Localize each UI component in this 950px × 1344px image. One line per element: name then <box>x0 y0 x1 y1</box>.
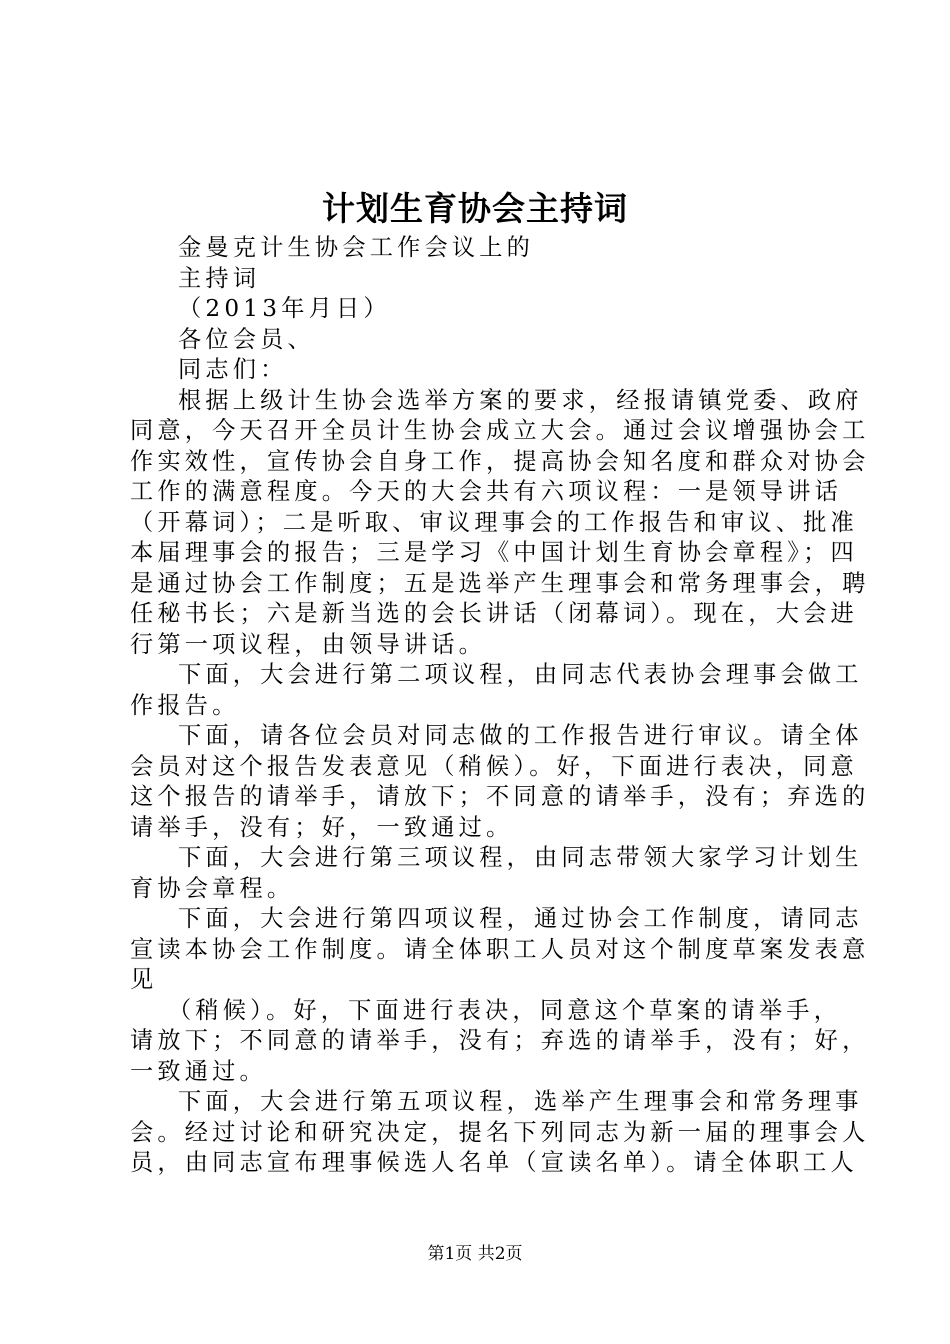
text-line: 见 <box>130 966 158 993</box>
text-line: 下面，大会进行第四项议程，通过协会工作制度，请同志 <box>178 905 863 932</box>
text-line: 工作的满意程度。今天的大会共有六项议程：一是领导讲话 <box>130 478 843 505</box>
text-line: 根据上级计生协会选举方案的要求，经报请镇党委、政府 <box>178 386 863 414</box>
text-line: 请举手，没有；好，一致通过。 <box>130 813 514 841</box>
text-line: 作实效性，宣传协会自身工作，提高协会知名度和群众对协会 <box>130 447 870 475</box>
text-line: 任秘书长；六是新当选的会长讲话（闭幕词）。现在，大会进 <box>130 600 858 627</box>
text-line: 育协会章程。 <box>130 874 295 902</box>
text-line: 下面，大会进行第五项议程，选举产生理事会和常务理事 <box>178 1088 863 1115</box>
text-line: 作报告。 <box>130 691 240 719</box>
text-line: （开幕词）；二是听取、审议理事会的工作报告和审议、批准 <box>130 508 858 536</box>
text-line: 行第一项议程，由领导讲话。 <box>130 630 487 658</box>
text-line: 一致通过。 <box>130 1057 267 1085</box>
document-title: 计划生育协会主持词 <box>322 189 628 228</box>
text-line: 请放下；不同意的请举手，没有；弃选的请举手，没有；好， <box>130 1027 870 1054</box>
text-line: 同意，今天召开全员计生协会成立大会。通过会议增强协会工 <box>130 417 870 444</box>
text-line: 主持词 <box>178 264 261 292</box>
text-line: 会员对这个报告发表意见（稍候）。好，下面进行表决，同意 <box>130 752 858 780</box>
text-line: 本届理事会的报告；三是学习《中国计划生育协会章程》；四 <box>130 539 858 566</box>
text-line: 是通过协会工作制度；五是选举产生理事会和常务理事会，聘 <box>130 569 870 597</box>
text-line: 员，由同志宣布理事候选人名单（宣读名单）。请全体职工人 <box>130 1149 858 1176</box>
text-line: （稍候）。好，下面进行表决，同意这个草案的请举手， <box>168 996 842 1024</box>
text-line: 下面，请各位会员对同志做的工作报告进行审议。请全体 <box>178 722 863 749</box>
text-line: 宣读本协会工作制度。请全体职工人员对这个制度草案发表意 <box>130 935 870 963</box>
text-line: 会。经过讨论和研究决定，提名下列同志为新一届的理事会人 <box>130 1118 870 1146</box>
text-line: （2013年月日） <box>178 295 391 322</box>
text-line: 各位会员、 <box>178 325 315 353</box>
text-line: 金曼克计生协会工作会议上的 <box>178 234 535 261</box>
text-line: 同志们： <box>178 356 288 383</box>
page-footer: 第1页 共2页 <box>427 1244 523 1264</box>
text-line: 下面，大会进行第三项议程，由同志带领大家学习计划生 <box>178 844 863 871</box>
text-line: 下面，大会进行第二项议程，由同志代表协会理事会做工 <box>178 661 863 688</box>
document-body <box>130 233 870 1179</box>
text-line: 这个报告的请举手，请放下；不同意的请举手，没有；弃选的 <box>130 783 870 810</box>
